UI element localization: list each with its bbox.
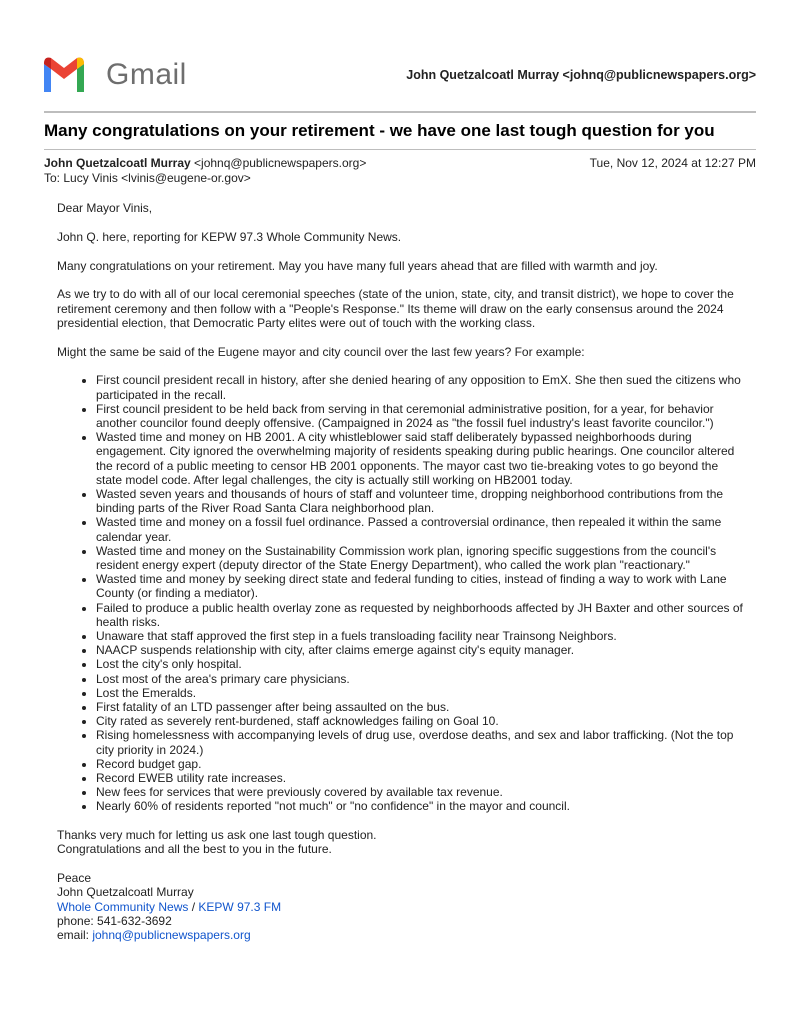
header-divider xyxy=(44,111,756,113)
list-item: • First fatality of an LTD passenger after being assaulted on the bus. xyxy=(96,700,747,714)
gmail-logo-icon xyxy=(40,54,88,94)
email-date: Tue, Nov 12, 2024 at 12:27 PM xyxy=(589,156,756,170)
email-meta xyxy=(44,156,756,186)
signature-email xyxy=(57,928,747,942)
signature-name: John Quetzalcoatl Murray xyxy=(57,885,194,900)
closing-thanks: Thanks very much for letting us ask one last tough question. xyxy=(57,828,377,843)
list-item: • Unaware that staff approved the first step in a fuels transloading facility near Trainsong Neighbors. xyxy=(96,629,747,643)
subject-divider xyxy=(44,149,756,150)
whole-community-news-link[interactable]: Whole Community News xyxy=(57,899,189,914)
list-item: • First council president recall in history, after she denied hearing of any opposition to EmX. She then sued the citizens who participated in the recall. xyxy=(96,373,747,401)
list-item: • Lost the city's only hospital. xyxy=(96,657,747,671)
list-item: • Record budget gap. xyxy=(96,757,747,771)
list-item: • Wasted time and money on a fossil fuel ordinance. Passed a controversial ordinance, then repealed it within the same calendar year. xyxy=(96,515,747,543)
email-subject: Many congratulations on your retirement - we have one last tough question for you xyxy=(44,121,715,140)
list-item: • Wasted time and money by seeking direct state and federal funding to cities, instead of finding a way to work with Lane County (or finding a mediator). xyxy=(96,572,747,600)
gmail-header xyxy=(40,52,756,100)
recipient-line: To: Lucy Vinis <lvinis@eugene-or.gov> xyxy=(44,171,251,185)
gmail-wordmark: Gmail xyxy=(106,58,187,91)
closing-wishes: Congratulations and all the best to you in the future. xyxy=(57,842,332,857)
issues-list xyxy=(57,373,747,813)
sender-name: John Quetzalcoatl Murray xyxy=(44,156,191,170)
list-item: • NAACP suspends relationship with city, after claims emerge against city's equity manager. xyxy=(96,643,747,657)
paragraph-question: Might the same be said of the Eugene mayor and city council over the last few years? For example: xyxy=(57,344,585,359)
list-item: • Failed to produce a public health overlay zone as requested by neighborhoods affected by JH Baxter and other sources of health risks. xyxy=(96,601,747,629)
list-item: • Lost the Emeralds. xyxy=(96,686,747,700)
greeting: Dear Mayor Vinis, xyxy=(57,201,153,215)
list-item: • Wasted time and money on HB 2001. A city whistleblower said staff deliberately bypassed neighborhoods during engagement. City ignored the overwhelming majority of residents speaking during public hearings. One councilor altered the record of a public meeting to censor HB 2001 opponents. The mayor cast two tie-breaking votes to go beyond the state model code. After legal challenges, the city is actually still working on HB2001 today. xyxy=(96,430,747,487)
list-item: • Nearly 60% of residents reported "not much" or "no confidence" in the mayor and council. xyxy=(96,799,747,813)
link-separator: / xyxy=(188,899,199,914)
email-label: email: xyxy=(57,928,93,943)
list-item: • New fees for services that were previously covered by available tax revenue. xyxy=(96,785,747,799)
list-item: • City rated as severely rent-burdened, staff acknowledges failing on Goal 10. xyxy=(96,714,747,728)
list-item: • First council president to be held back from serving in that ceremonial administrative position, for a year, for behavior another councilor found deeply offensive. (Campaigned in 2024 as "the fossil fuel industry's least favorite councilor.") xyxy=(96,402,747,430)
list-item: • Wasted seven years and thousands of hours of staff and volunteer time, dropping neighborhood contributions from the binding parts of the River Road Santa Clara neighborhood plan. xyxy=(96,487,747,515)
sender-address: <johnq@publicnewspapers.org> xyxy=(190,156,367,170)
list-item: • Lost most of the area's primary care physicians. xyxy=(96,672,747,686)
list-item: • Rising homelessness with accompanying levels of drug use, overdose deaths, and sex and labor trafficking. (Not the top city priority in 2024.) xyxy=(96,728,747,756)
email-body xyxy=(57,201,747,942)
closing xyxy=(57,828,747,856)
signature-email-link[interactable]: johnq@publicnewspapers.org xyxy=(92,928,251,943)
signature-links xyxy=(57,900,747,914)
signature-phone: phone: 541-632-3692 xyxy=(57,913,172,928)
paragraph-intro: John Q. here, reporting for KEPW 97.3 Whole Community News. xyxy=(57,229,402,244)
kepw-link[interactable]: KEPW 97.3 FM xyxy=(198,899,282,914)
list-item: • Wasted time and money on the Sustainability Commission work plan, ignoring specific suggestions from the council's resident energy expert (deputy director of the State Energy Department), who called the work plan "reactionary." xyxy=(96,544,747,572)
paragraph-congrats: Many congratulations on your retirement. May you have many full years ahead that are filled with warmth and joy. xyxy=(57,258,658,273)
paragraph-context: As we try to do with all of our local ceremonial speeches (state of the union, state, city, and transit district), we hope to cover the retirement ceremony and then follow with a "People's Response." Its theme will draw on the early consensus around the 2024 presidential election, that Democratic Party elites were out of touch with the working class. xyxy=(57,287,734,330)
sign-off: Peace xyxy=(57,871,92,886)
signature xyxy=(57,871,747,942)
account-info: John Quetzalcoatl Murray <johnq@publicnewspapers.org> xyxy=(406,68,756,82)
list-item: • Record EWEB utility rate increases. xyxy=(96,771,747,785)
